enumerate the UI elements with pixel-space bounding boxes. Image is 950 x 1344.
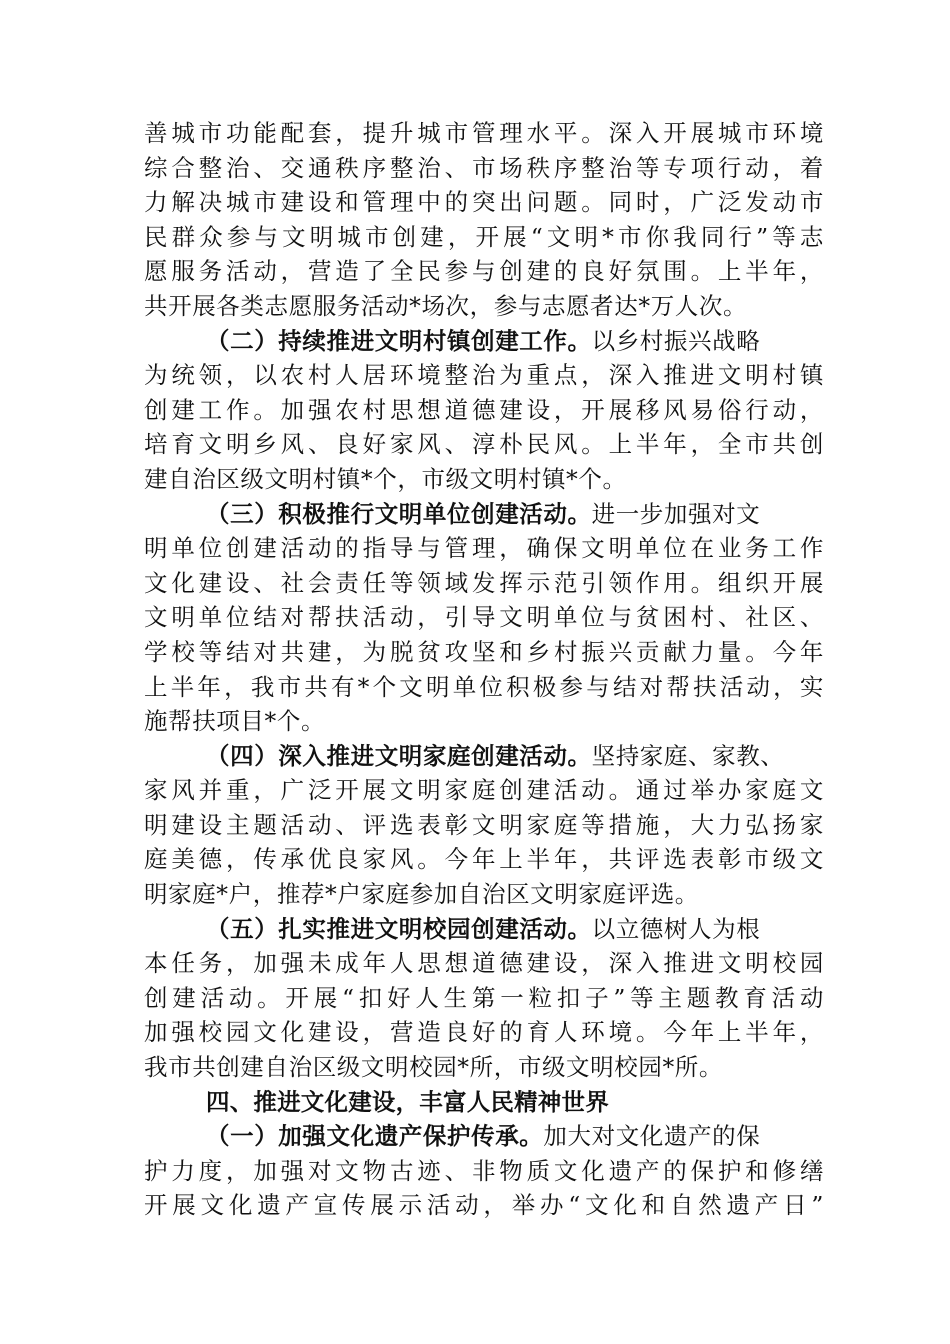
paragraph-line: 明建设主题活动、评选表彰文明家庭等措施，大力弘扬家 [144,810,824,839]
document-body [144,116,824,1223]
paragraph-line: 上半年，我市共有*个文明单位积极参与结对帮扶活动，实 [144,672,824,701]
paragraph-text: 以乡村振兴战略 [591,326,761,355]
paragraph-text: 加大对文化遗产的保 [543,1122,761,1151]
paragraph-text: 进一步加强对文 [591,499,761,528]
paragraph-line: 培育文明乡风、良好家风、淳朴民风。上半年，全市共创 [144,430,824,459]
subsection-heading: （二）持续推进文明村镇创建工作。 [206,326,592,355]
subsection-heading: （五）扎实推进文明校园创建活动。 [206,914,592,943]
paragraph-line: 加强校园文化建设，营造良好的育人环境。今年上半年， [144,1018,824,1047]
subsection-3-first-line [144,497,824,532]
subsection-heading: （一）加强文化遗产保护传承。 [206,1122,544,1151]
paragraph-line: 创建工作。加强农村思想道德建设，开展移风易俗行动， [144,395,824,424]
paragraph-line: 善城市功能配套，提升城市管理水平。深入开展城市环境 [144,119,824,147]
paragraph-line: 建自治区级文明村镇*个，市级文明村镇*个。 [144,464,627,493]
paragraph-line: 本任务，加强未成年人思想道德建设，深入推进文明校园 [144,949,824,978]
paragraph-line: 共开展各类志愿服务活动*场次，参与志愿者达*万人次。 [144,291,748,320]
subsection-5-first-line [144,912,824,947]
paragraph-line: 愿服务活动，营造了全民参与创建的良好氛围。上半年， [144,257,824,286]
subsection-2-first-line [144,324,824,359]
paragraph-line: 创建活动。开展“扣好人生第一粒扣子”等主题教育活动 [144,983,824,1012]
paragraph-line: 施帮扶项目*个。 [144,707,326,736]
paragraph-line: 民群众参与文明城市创建，开展“文明*市你我同行”等志 [144,222,824,251]
paragraph-line: 我市共创建自治区级文明校园*所，市级文明校园*所。 [144,1053,723,1082]
paragraph-line: 明单位创建活动的指导与管理，确保文明单位在业务工作 [144,534,824,563]
chapter-title: 四、推进文化建设，丰富人民精神世界 [206,1087,609,1116]
paragraph-line: 文化建设、社会责任等领域发挥示范引领作用。组织开展 [144,568,824,597]
paragraph-line: 力解决城市建设和管理中的突出问题。同时，广泛发动市 [144,188,824,217]
paragraph-line: 明家庭*户，推荐*户家庭参加自治区文明家庭评选。 [144,880,699,909]
paragraph-line: 学校等结对共建，为脱贫攻坚和乡村振兴贡献力量。今年 [144,637,824,666]
paragraph-text: 坚持家庭、家教、 [591,741,785,770]
paragraph-line: 庭美德，传承优良家风。今年上半年，共评选表彰市级文 [144,845,824,874]
paragraph-line: 家风并重，广泛开展文明家庭创建活动。通过举办家庭文 [144,776,824,805]
paragraph-line: 文明单位结对帮扶活动，引导文明单位与贫困村、社区、 [144,603,824,632]
paragraph-line: 护力度，加强对文物古迹、非物质文化遗产的保护和修缮 [144,1156,824,1185]
subsection-6-first-line [144,1119,824,1154]
paragraph-line: 开展文化遗产宣传展示活动，举办“文化和自然遗产日” [144,1191,824,1220]
subsection-heading: （三）积极推行文明单位创建活动。 [206,499,592,528]
paragraph-text: 以立德树人为根 [591,914,761,943]
subsection-heading: （四）深入推进文明家庭创建活动。 [206,741,592,770]
paragraph-line: 为统领，以农村人居环境整治为重点，深入推进文明村镇 [144,361,824,390]
paragraph-line: 综合整治、交通秩序整治、市场秩序整治等专项行动，着 [144,153,824,182]
subsection-4-first-line [144,739,824,774]
